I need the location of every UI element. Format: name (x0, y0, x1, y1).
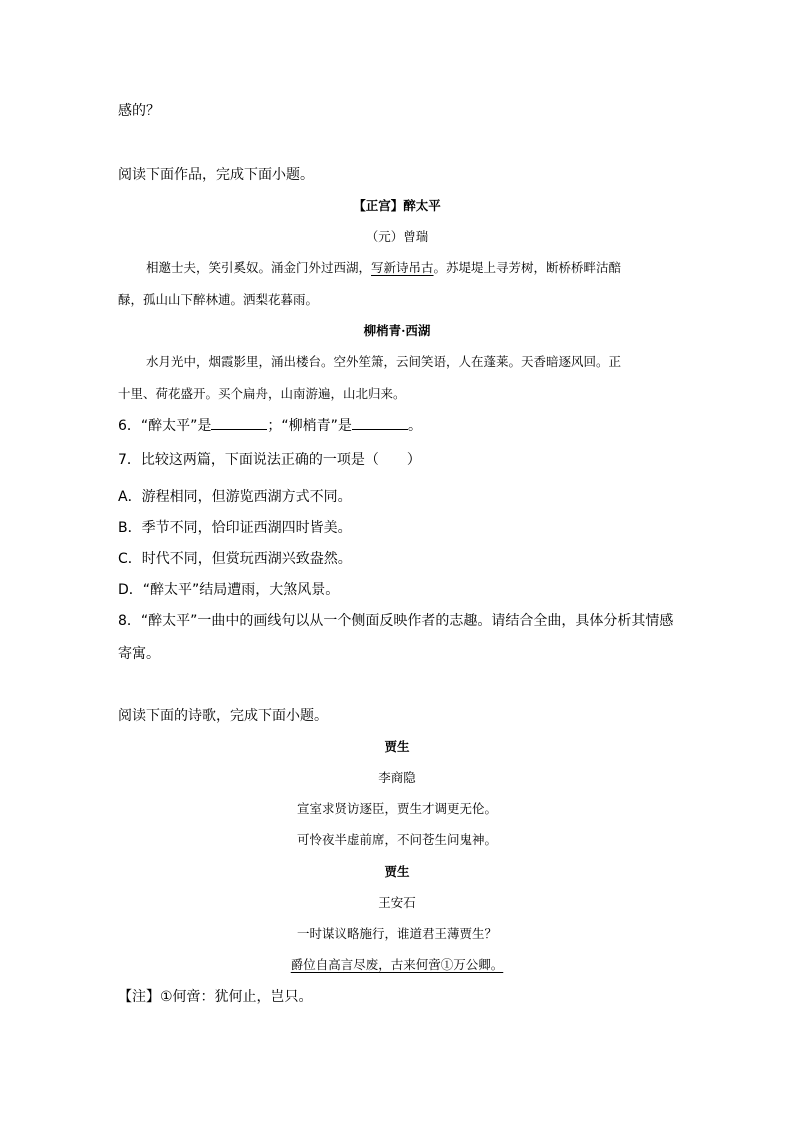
section1-instruction: 阅读下面作品，完成下面小题。 (118, 167, 314, 183)
poem1-line2: 醁，孤山山下醉林逋。洒梨花暮雨。 (118, 292, 319, 307)
answer-blank-2 (352, 415, 408, 430)
poem4-author: 王安石 (378, 895, 416, 910)
footnote: 【注】①何啻：犹何止，岂只。 (118, 989, 313, 1005)
option-a: A．游程相同，但游览西湖方式不同。 (118, 489, 352, 505)
poem4-line1: 一时谋议略施行，谁道君王薄贾生？ (296, 926, 497, 941)
question-7: 7．比较这两篇，下面说法正确的一项是（ ） (118, 452, 421, 468)
option-d: D．“醉太平”结局遭雨，大煞风景。 (118, 582, 340, 598)
poem2-line2: 十里、荷花盛开。买个扁舟，山南游遍，山北归来。 (118, 386, 406, 401)
section2-instruction: 阅读下面的诗歌，完成下面小题。 (118, 708, 328, 724)
poem3-author: 李商隐 (378, 770, 416, 785)
poem2-title: 柳梢青·西湖 (363, 323, 431, 338)
answer-blank-1 (211, 415, 267, 430)
option-b: B．季节不同，恰印证西湖四时皆美。 (118, 520, 352, 536)
poem4-title: 贾生 (384, 864, 410, 879)
option-c: C．时代不同，但赏玩西湖兴致盎然。 (118, 551, 352, 567)
poem2-line1: 水月光中，烟霞影里，涌出楼台。空外笙箫，云间笑语，人在蓬莱。天香暗逐风回。正 (146, 354, 622, 369)
question-8-line2: 寄寓。 (118, 646, 160, 662)
underlined-sentence: 写新诗吊古 (371, 260, 434, 275)
poem3-line2: 可怜夜半虚前席，不问苍生问鬼神。 (296, 832, 497, 847)
previous-question-tail: 感的？ (118, 103, 160, 119)
poem3-title: 贾生 (384, 739, 410, 754)
poem1-title: 【正宫】醉太平 (353, 198, 441, 213)
question-6: 6．“醉太平”是 ；“柳梢青”是 。 (118, 415, 422, 436)
question-8-line1: 8．“醉太平”一曲中的画线句以从一个侧面反映作者的志趣。请结合全曲，具体分析其情感 (118, 613, 674, 629)
underlined-line: 爵位自高言尽废，古来何啻①万公卿。 (290, 957, 504, 972)
poem1-line1: 相邀士夫，笑引奚奴。涌金门外过西湖，写新诗吊古。苏堤堤上寻芳树，断桥桥畔沽醅 (146, 260, 622, 275)
poem1-author: （元）曾瑞 (365, 229, 429, 244)
poem4-line2 (0, 955, 794, 975)
poem3-line1: 宣室求贤访逐臣，贾生才调更无伦。 (296, 801, 497, 816)
